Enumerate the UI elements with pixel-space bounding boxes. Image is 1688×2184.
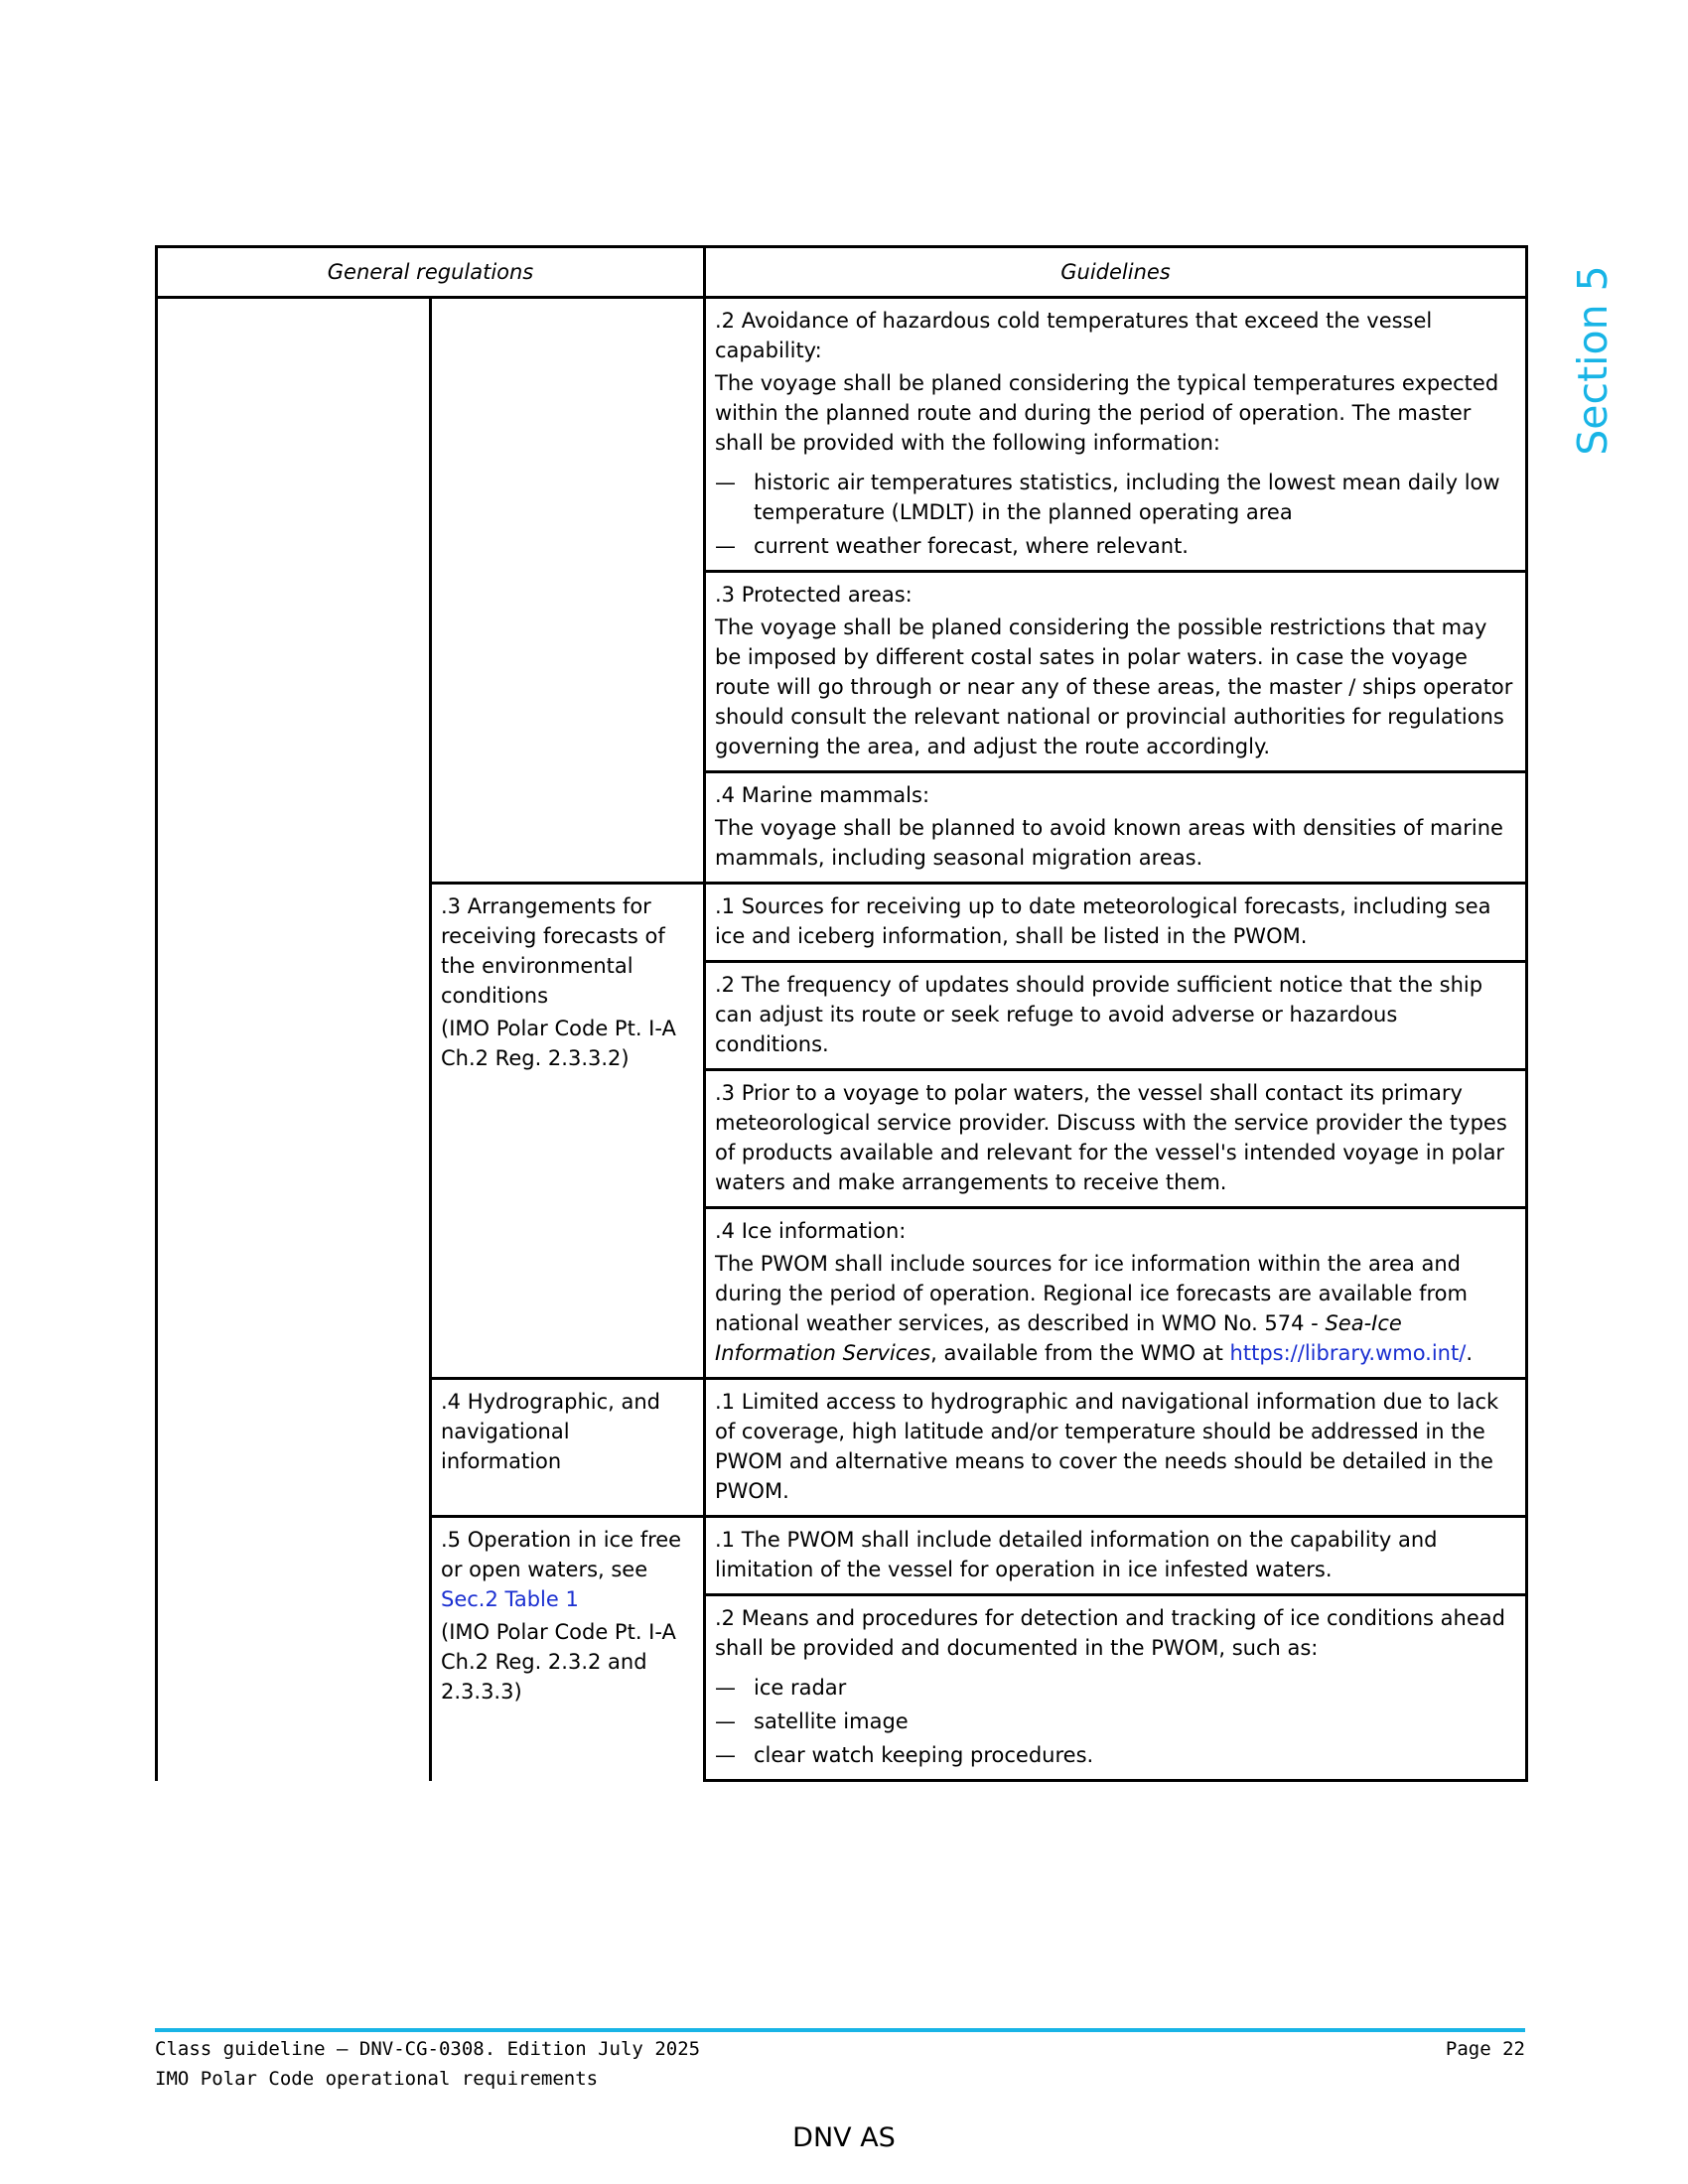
guideline-cell: [705, 572, 1527, 772]
page-number: Page 22: [1445, 2038, 1525, 2060]
subregulation-label: .3 Arrangements for receiving forecasts of the environmental conditions: [441, 894, 665, 1008]
list-item: — historic air temperatures statistics, including the lowest mean daily low temperature (LMDLT) in the planned operating area: [715, 468, 1516, 527]
subregulation-reference: (IMO Polar Code Pt. I-A Ch.2 Reg. 2.3.3.2): [441, 1017, 676, 1070]
guideline-text: .2 Means and procedures for detection and tracking of ice conditions ahead shall be provided and documented in the PWOM, such as:: [715, 1606, 1505, 1660]
guideline-text: .1 Limited access to hydrographic and navigational information due to lack of coverage, high latitude and/or temperature should be addressed in the PWOM and alternative means to cover the needs should be detailed in the PWOM.: [715, 1390, 1499, 1503]
guideline-text: .1 The PWOM shall include detailed information on the capability and limitation of the vessel for operation in ice infested waters.: [715, 1528, 1438, 1581]
header-general-regulations: General regulations: [157, 247, 705, 298]
guideline-text: .1 Sources for receiving up to date meteorological forecasts, including sea ice and iceberg information, shall be listed in the PWOM.: [715, 894, 1491, 948]
header-guidelines: Guidelines: [705, 247, 1527, 298]
body-text: The PWOM shall include sources for ice information within the area and during the period of operation. Regional ice forecasts are available from national weather services, as described in WMO No. 574 -: [715, 1252, 1468, 1335]
section-label: Section 5: [1569, 265, 1617, 456]
bullet-list: [715, 468, 1516, 561]
guideline-cell: [705, 1070, 1527, 1208]
guideline-cell: [705, 1208, 1527, 1379]
subregulation-blank-cell: [431, 298, 705, 884]
subregulation-reference: (IMO Polar Code Pt. I-A Ch.2 Reg. 2.3.2 and 2.3.3.3): [441, 1620, 676, 1704]
footer-document-subtitle: IMO Polar Code operational requirements: [155, 2068, 599, 2090]
guideline-cell: [705, 298, 1527, 572]
list-item: — ice radar: [715, 1673, 1516, 1703]
body-text: , available from the WMO at: [930, 1341, 1223, 1365]
list-item: — clear watch keeping procedures.: [715, 1740, 1516, 1770]
guideline-cell: [705, 1517, 1527, 1595]
guideline-body: The voyage shall be planned to avoid known areas with densities of marine mammals, including seasonal migration areas.: [715, 816, 1503, 870]
table-header-row: [157, 247, 1527, 298]
guideline-text: .3 Prior to a voyage to polar waters, the vessel shall contact its primary meteorological service provider. Discuss with the service provider the types of products available and relevant for the vessel's intended voyage in polar waters and make arrangements to receive them.: [715, 1081, 1507, 1194]
section-tab: [1569, 251, 1617, 470]
subregulation-label: .4 Hydrographic, and navigational information: [441, 1390, 660, 1473]
subregulation-label-text: .5 Operation in ice free or open waters, see: [441, 1528, 682, 1581]
regulations-table: [155, 245, 1528, 1782]
guideline-title: .2 Avoidance of hazardous cold temperatures that exceed the vessel capability:: [715, 309, 1433, 362]
guideline-body: The voyage shall be planed considering the typical temperatures expected within the planned route and during the period of operation. The master shall be provided with the following information:: [715, 371, 1499, 455]
bullet-list: [715, 1673, 1516, 1770]
guideline-title: .3 Protected areas:: [715, 583, 913, 607]
wmo-library-link[interactable]: https://library.wmo.int/: [1229, 1341, 1467, 1365]
guideline-cell: [705, 962, 1527, 1070]
guideline-text: .2 The frequency of updates should provide sufficient notice that the ship can adjust its route or seek refuge to avoid adverse or hazardous conditions.: [715, 973, 1483, 1056]
footer-document-title: Class guideline — DNV-CG-0308. Edition July 2025: [155, 2038, 701, 2060]
subregulation-cell: [431, 1517, 705, 1781]
guideline-cell: [705, 884, 1527, 962]
guideline-cell: [705, 1379, 1527, 1517]
footer-divider: [155, 2028, 1525, 2032]
list-item: — satellite image: [715, 1706, 1516, 1736]
subregulation-cell: [431, 884, 705, 1379]
subregulation-cell: [431, 1379, 705, 1517]
subregulation-label: [441, 1525, 694, 1614]
list-item: — current weather forecast, where relevant.: [715, 531, 1516, 561]
regulation-blank-cell: [157, 298, 431, 1781]
guideline-title: .4 Marine mammals:: [715, 783, 930, 807]
body-text: .: [1466, 1341, 1473, 1365]
guideline-cell: [705, 772, 1527, 884]
guideline-title: .4 Ice information:: [715, 1219, 907, 1243]
guideline-body: [715, 1249, 1516, 1368]
company-name: DNV AS: [792, 2122, 896, 2153]
table-row: [157, 298, 1527, 572]
guideline-cell: [705, 1595, 1527, 1781]
guideline-body: The voyage shall be planed considering the possible restrictions that may be imposed by different costal sates in polar waters. in case the voyage route will go through or near any of these areas, the master / ships operator should consult the relevant national or provincial authorities for regulations governing the area, and adjust the route accordingly.: [715, 615, 1513, 758]
sec2-table1-link[interactable]: Sec.2 Table 1: [441, 1587, 579, 1611]
publication-title: Sea-Ice Information Services: [715, 1311, 1402, 1365]
